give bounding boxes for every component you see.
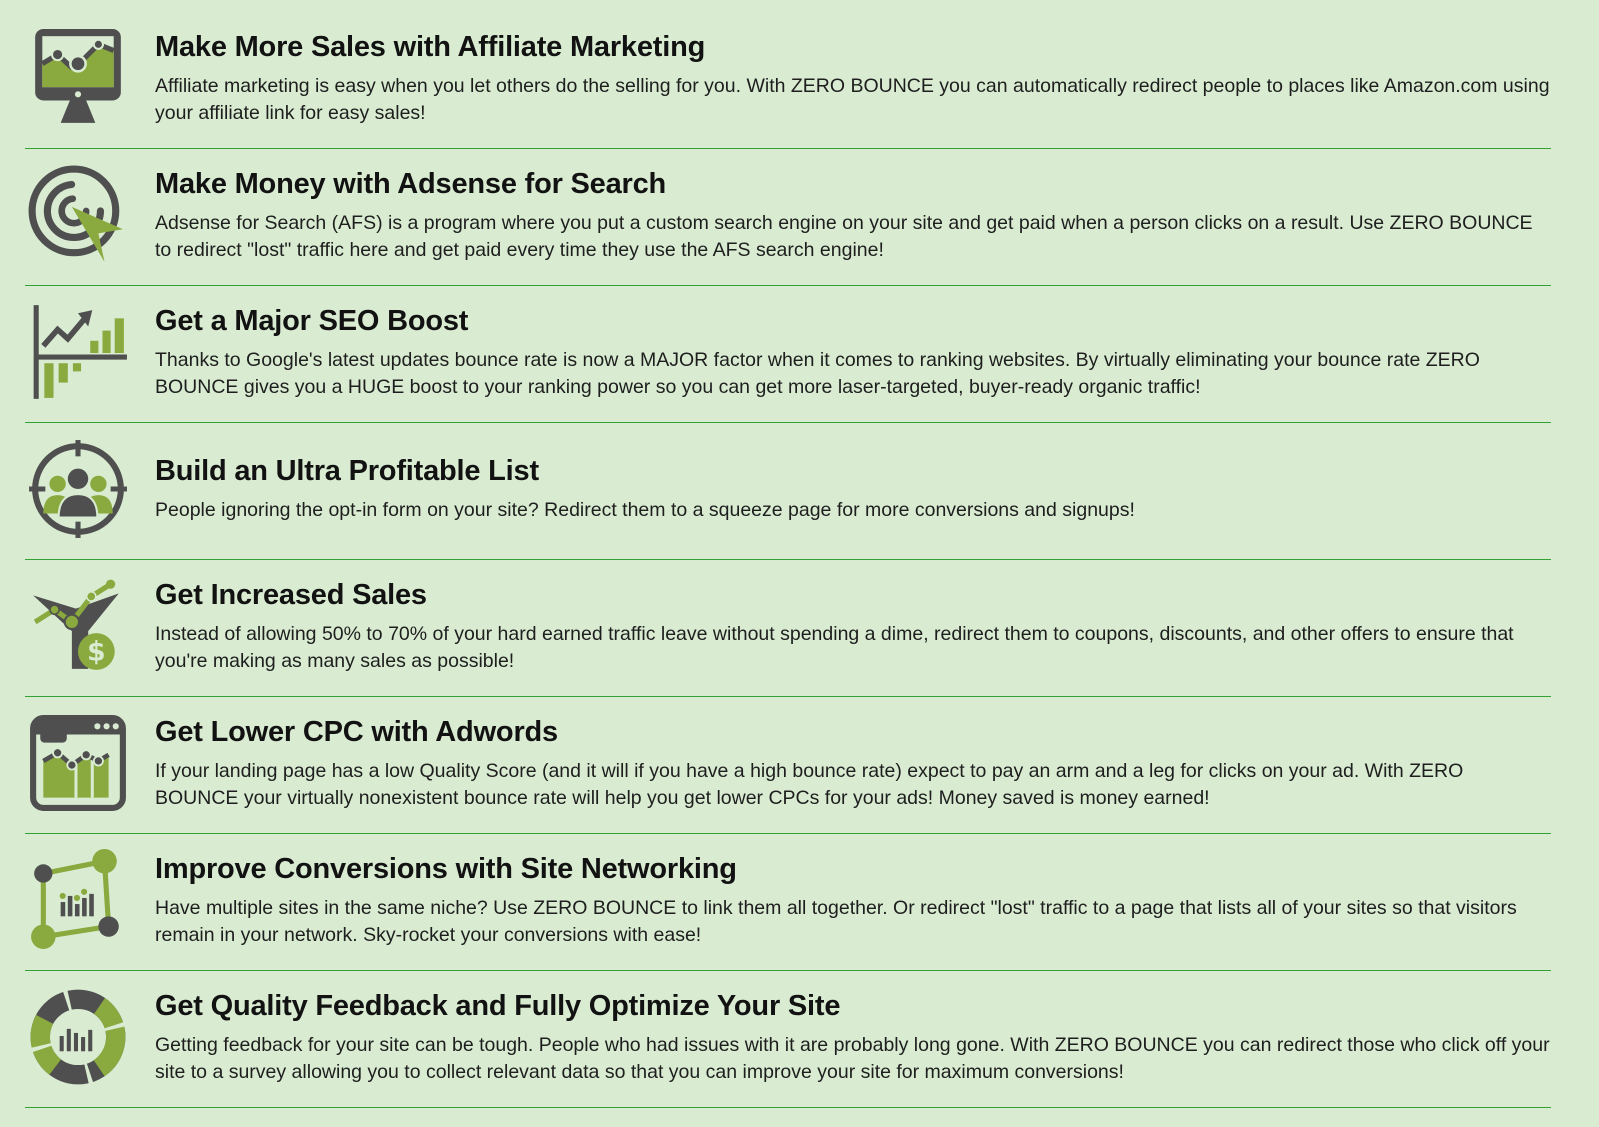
browser-chart-icon	[25, 712, 131, 814]
monitor-chart-icon	[25, 27, 131, 129]
feature-section-lower-cpc	[25, 697, 1551, 834]
feature-title: Build an Ultra Profitable List	[155, 455, 539, 488]
feature-description: People ignoring the opt-in form on your site? Redirect them to a squeeze page for more conversions and signups!	[155, 499, 1135, 522]
feature-section-increased-sales	[25, 560, 1551, 697]
feature-section-adsense-for-search	[25, 149, 1551, 286]
feature-description: Instead of allowing 50% to 70% of your hard earned traffic leave without spending a dime, redirect them to coupons, discounts, and other offers to ensure that you're making as many sales as possible!	[155, 623, 1514, 672]
feature-title: Make Money with Adsense for Search	[155, 168, 667, 200]
feature-section-quality-feedback	[25, 971, 1551, 1108]
feature-description: Have multiple sites in the same niche? Use ZERO BOUNCE to link them all together. Or redirect "lost" traffic to a page that lists all of your sites so that visitors remain in your network. Sky-rocket your conversions with ease!	[155, 897, 1517, 946]
funnel-dollar-icon	[25, 575, 131, 677]
feature-section-profitable-list	[25, 423, 1551, 560]
feature-title: Make More Sales with Affiliate Marketing	[155, 31, 706, 63]
feature-section-affiliate-marketing	[25, 12, 1551, 149]
feature-description: Affiliate marketing is easy when you let others do the selling for you. With ZERO BOUNCE you can automatically redirect people to places like Amazon.com using your affiliate link for easy sales!	[155, 75, 1550, 124]
feature-title: Get Increased Sales	[155, 579, 427, 611]
feature-section-site-networking	[25, 834, 1551, 971]
feature-description: If your landing page has a low Quality Score (and it will if you have a high bounce rate) expect to pay an arm and a leg for clicks on your ad. With ZERO BOUNCE your virtually nonexistent bounce rate will help you get lower CPCs for your ads! Money saved is money earned!	[155, 760, 1464, 809]
network-nodes-icon	[25, 849, 131, 951]
svg-text:$: $	[87, 636, 106, 668]
feature-description: Thanks to Google's latest updates bounce rate is now a MAJOR factor when it comes to ranking websites. By virtually eliminating your bounce rate ZERO BOUNCE gives you a HUGE boost to your ranking power so you can get more laser-targeted, buyer-ready organic traffic!	[155, 349, 1480, 398]
feature-title: Get a Major SEO Boost	[155, 305, 469, 337]
feature-section-seo-boost	[25, 286, 1551, 423]
feature-title: Improve Conversions with Site Networking	[155, 853, 737, 885]
donut-chart-icon	[25, 986, 131, 1088]
target-cursor-icon	[25, 164, 131, 266]
audience-target-icon	[25, 438, 131, 540]
feature-title: Get Lower CPC with Adwords	[155, 716, 558, 748]
feature-description: Getting feedback for your site can be tough. People who had issues with it are probably long gone. With ZERO BOUNCE you can redirect those who click off your site to a survey allowing you to collect relevant data so that you can improve your site for maximum conversions!	[155, 1034, 1550, 1083]
seo-chart-icon	[25, 301, 131, 403]
feature-description: Adsense for Search (AFS) is a program where you put a custom search engine on your site and get paid when a person clicks on a result. Use ZERO BOUNCE to redirect "lost" traffic here and get paid every time they use the AFS search engine!	[155, 212, 1533, 261]
feature-title: Get Quality Feedback and Fully Optimize Your Site	[155, 990, 841, 1022]
